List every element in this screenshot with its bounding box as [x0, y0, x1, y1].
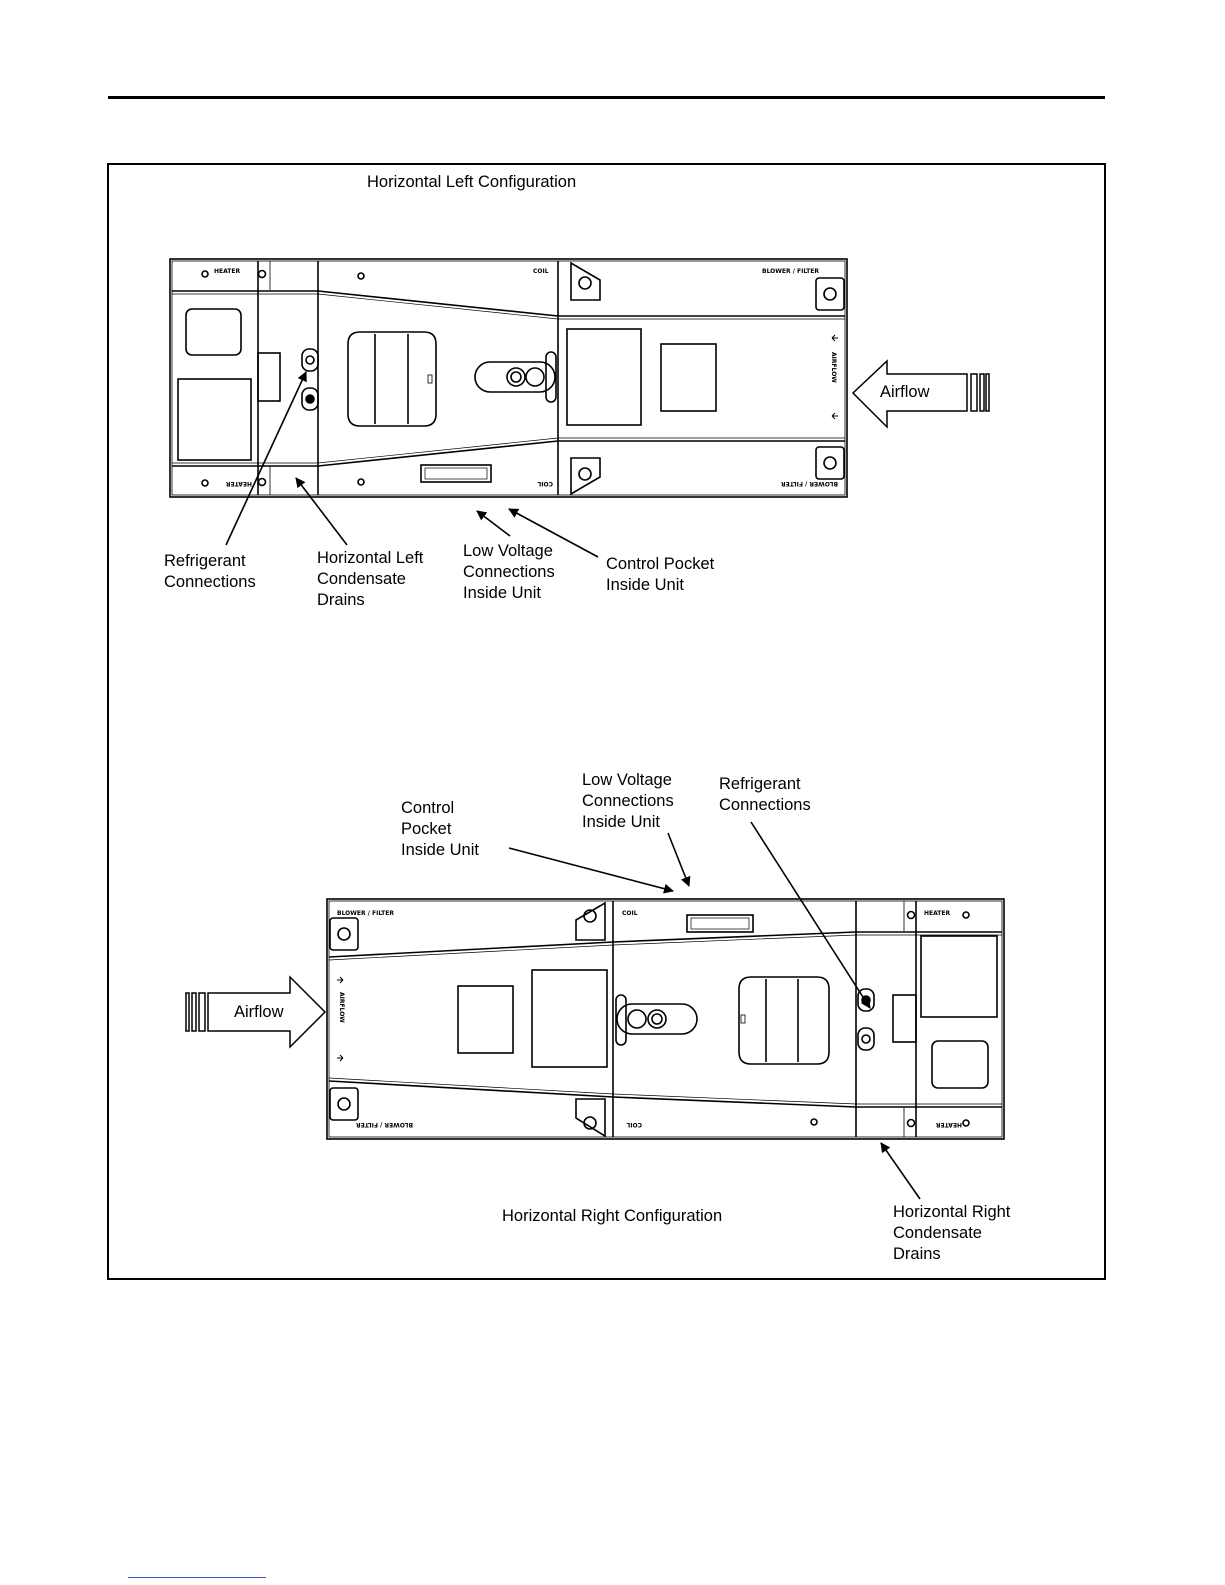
top-coil-text-bottom: COIL	[537, 480, 553, 487]
top-coil-text: COIL	[533, 268, 549, 275]
bottom-title: Horizontal Right Configuration	[502, 1207, 723, 1225]
bottom-blower-text: BLOWER / FILTER	[337, 910, 394, 917]
footer-link-underline	[128, 1577, 266, 1578]
top-airflow-label: Airflow	[880, 383, 930, 401]
bottom-airflow-side-text: AIRFLOW	[338, 992, 345, 1023]
bottom-control-pocket-label: Control Pocket Inside Unit	[401, 799, 479, 859]
bottom-coil-text-bottom: COIL	[626, 1121, 642, 1128]
top-blower-text-bottom: BLOWER / FILTER	[781, 480, 838, 487]
top-low-voltage-label: Low Voltage Connections Inside Unit	[463, 542, 555, 602]
bottom-leaders	[509, 822, 920, 1199]
bottom-refrigerant-label: Refrigerant Connections	[719, 775, 811, 814]
bottom-low-voltage-label: Low Voltage Connections Inside Unit	[582, 771, 674, 831]
top-control-pocket-label: Control Pocket Inside Unit	[606, 555, 715, 594]
bottom-heater-text-bottom: HEATER	[935, 1121, 962, 1128]
top-heater-text: HEATER	[214, 268, 241, 275]
top-unit	[170, 259, 847, 497]
top-airflow-side-text: AIRFLOW	[830, 352, 837, 383]
bottom-blower-text-bottom: BLOWER / FILTER	[356, 1121, 413, 1128]
top-heater-text-bottom: HEATER	[225, 480, 252, 487]
top-leaders	[226, 372, 598, 557]
top-title: Horizontal Left Configuration	[367, 173, 577, 191]
bottom-heater-text: HEATER	[924, 910, 951, 917]
bottom-coil-text: COIL	[622, 910, 638, 917]
top-blower-text: BLOWER / FILTER	[762, 268, 819, 275]
bottom-condensate-label: Horizontal Right Condensate Drains	[893, 1203, 1011, 1263]
bottom-airflow-label: Airflow	[234, 1003, 284, 1021]
top-condensate-label: Horizontal Left Condensate Drains	[317, 549, 424, 609]
top-refrigerant-label: Refrigerant Connections	[164, 552, 256, 591]
bottom-unit	[327, 899, 1004, 1139]
